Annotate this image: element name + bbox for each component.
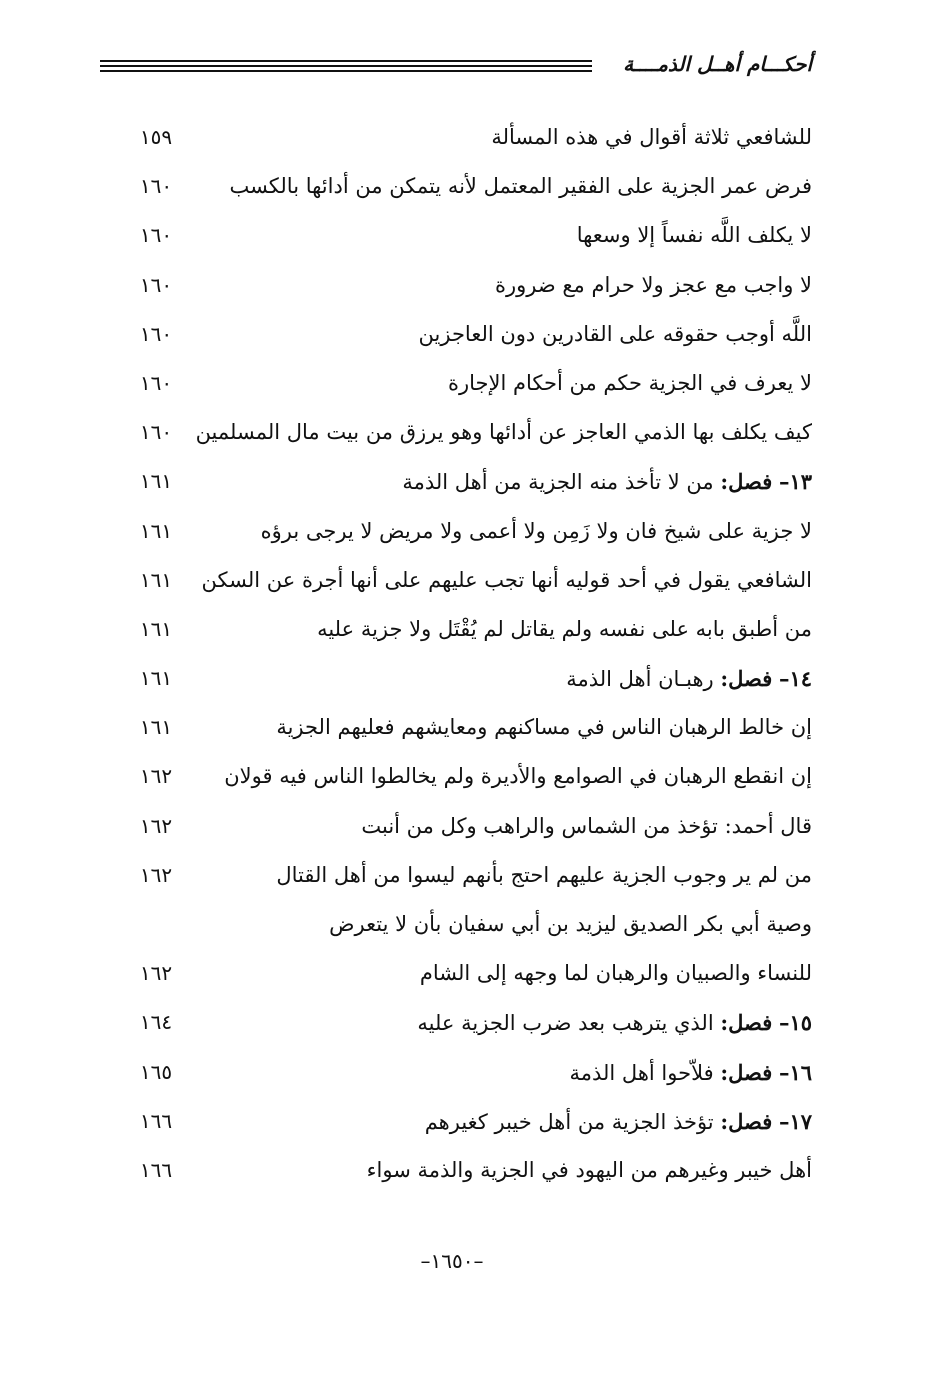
- toc-entry-title: [577, 211, 812, 260]
- toc-entry-title: [448, 359, 812, 408]
- toc-entry-title: [569, 1048, 812, 1098]
- toc-entry: [128, 900, 812, 949]
- toc-entry-title: [276, 851, 812, 900]
- entry-text: لا يعرف في الجزية حكم من أحكام الإجارة: [448, 370, 812, 395]
- toc-entry-title: [317, 605, 812, 654]
- toc-entry-page: ١٦١: [139, 469, 173, 494]
- entry-text: للشافعي ثلاثة أقوال في هذه المسألة: [491, 125, 812, 149]
- section-number: ١٦–: [778, 1059, 812, 1085]
- toc-entry: [128, 113, 812, 162]
- toc-entry-title: [202, 556, 812, 605]
- toc-entry-title: [491, 113, 812, 162]
- toc-entry-title: [402, 457, 812, 507]
- page-number: –١٦٥٠–: [420, 1249, 484, 1273]
- entry-text: إن انقطع الرهبان في الصوامع والأديرة ولم يخالطوا الناس فيه قولان: [224, 764, 812, 789]
- toc-entry-page: ١٦٠: [139, 420, 173, 445]
- toc-entry: [128, 408, 812, 457]
- toc-entry: [128, 457, 812, 506]
- toc-entry: [128, 752, 812, 801]
- header-rule: [100, 60, 592, 62]
- toc-entry: [128, 654, 812, 703]
- toc-entry-page: ١٦٠: [139, 174, 173, 199]
- toc-entry-page: ١٥٩: [139, 125, 173, 149]
- entry-text: الشافعي يقول في أحد قوليه أنها تجب عليهم على أنها أجرة عن السكن: [201, 567, 812, 592]
- toc-entry-page: ١٦١: [139, 518, 173, 543]
- toc-entry: [128, 556, 812, 605]
- entry-text: من لا تأخذ منه الجزية من أهل الذمة: [402, 470, 714, 495]
- toc-entry-title: [566, 654, 812, 704]
- entry-text: لا واجب مع عجز ولا حرام مع ضرورة: [494, 272, 812, 297]
- toc-entry: [128, 310, 812, 359]
- section-label: فصل:: [720, 469, 773, 495]
- toc-entry-page: ١٦٠: [139, 370, 173, 395]
- table-of-contents: [128, 113, 812, 1195]
- toc-entry-page: ١٦١: [139, 666, 173, 691]
- toc-entry: [128, 949, 812, 998]
- section-number: ١٥–: [778, 1010, 812, 1036]
- toc-entry-title: [425, 1097, 812, 1147]
- toc-entry: [128, 359, 812, 408]
- section-number: ١٤–: [778, 666, 812, 692]
- section-label: فصل:: [720, 1108, 773, 1134]
- header-rule: [100, 70, 592, 72]
- entry-text: للنساء والصبيان والرهبان لما وجهه إلى الشام: [419, 961, 812, 986]
- toc-entry-page: ١٦١: [139, 715, 173, 740]
- entry-text: قال أحمد: تؤخذ من الشماس والراهب وكل من أنبت: [361, 813, 812, 838]
- toc-entry-page: ١٦٦: [139, 1108, 173, 1133]
- toc-entry-page: ١٦٠: [139, 223, 173, 248]
- section-label: فصل:: [720, 1010, 773, 1036]
- section-number: ١٧–: [778, 1108, 812, 1134]
- toc-entry-page: ١٦٠: [139, 321, 173, 346]
- toc-entry-title: [361, 802, 812, 851]
- toc-entry-page: ١٦٦: [139, 1157, 173, 1182]
- section-label: فصل:: [720, 666, 773, 692]
- entry-text: لا جزية على شيخ فان ولا زَمِن ولا أعمى ولا مريض لا يرجى برؤه: [260, 518, 812, 543]
- entry-text: فلاّحوا أهل الذمة: [569, 1060, 714, 1085]
- toc-entry: [128, 851, 812, 900]
- entry-text: اللَّه أوجب حقوقه على القادرين دون العاجزين: [418, 321, 812, 346]
- toc-entry-page: ١٦٢: [139, 862, 173, 887]
- entry-text: إن خالط الرهبان الناس في مساكنهم ومعايشهم فعليهم الجزية: [276, 715, 812, 740]
- toc-entry: [128, 162, 812, 211]
- toc-entry-page: ١٦١: [139, 616, 173, 641]
- toc-entry: [128, 261, 812, 310]
- toc-entry-page: ١٦٥: [139, 1059, 173, 1084]
- toc-entry: [128, 1048, 812, 1097]
- toc-entry: [128, 507, 812, 556]
- entry-text: أهل خيبر وغيرهم من اليهود في الجزية والذمة سواء: [366, 1157, 812, 1182]
- toc-entry-title: [261, 507, 812, 556]
- running-header-title: أحكـــام أهــل الذمــــة: [623, 52, 812, 76]
- toc-entry-page: ١٦٤: [139, 1010, 173, 1035]
- toc-entry: [128, 802, 812, 851]
- toc-entry-title: [276, 703, 812, 752]
- toc-entry: [128, 998, 812, 1047]
- toc-entry-page: ١٦٢: [139, 813, 173, 838]
- toc-entry: [128, 605, 812, 654]
- toc-entry-title: [420, 949, 812, 998]
- toc-entry-title: [419, 310, 812, 359]
- entry-text: تؤخذ الجزية من أهل خيبر كغيرهم: [424, 1109, 714, 1134]
- toc-entry: [128, 211, 812, 260]
- entry-text: فرض عمر الجزية على الفقير المعتمل لأنه يتمكن من أدائها بالكسب: [229, 174, 812, 199]
- section-label: فصل:: [720, 1059, 773, 1085]
- toc-entry-title: [495, 261, 812, 310]
- entry-text: من لم ير وجوب الجزية عليهم احتج بأنهم ليسوا من أهل القتال: [276, 862, 812, 887]
- toc-entry-title: [417, 998, 812, 1048]
- entry-text: لا يكلف اللَّه نفساً إلا وسعها: [576, 223, 812, 248]
- toc-entry-title: [367, 1146, 812, 1195]
- entry-text: من أطبق بابه على نفسه ولم يقاتل لم يُقْتَل ولا جزية عليه: [317, 616, 812, 641]
- header-rule: [100, 65, 592, 67]
- toc-entry: [128, 1097, 812, 1146]
- entry-text: كيف يكلف بها الذمي العاجز عن أدائها وهو يرزق من بيت مال المسلمين: [195, 420, 812, 445]
- entry-text: وصية أبي بكر الصديق ليزيد بن أبي سفيان بأن لا يتعرض: [329, 912, 812, 936]
- entry-text: الذي يترهب بعد ضرب الجزية عليه: [417, 1011, 714, 1036]
- toc-entry: [128, 1146, 812, 1195]
- section-number: ١٣–: [778, 469, 812, 495]
- toc-entry-page: ١٦٢: [139, 961, 173, 986]
- toc-entry: [128, 703, 812, 752]
- entry-text: رهبـان أهل الذمة: [566, 667, 714, 692]
- running-header: [100, 44, 812, 84]
- toc-entry-title: [196, 408, 812, 457]
- toc-entry-page: ١٦١: [139, 567, 173, 592]
- toc-entry-page: ١٦٠: [139, 272, 173, 297]
- toc-entry-title: [229, 162, 812, 211]
- toc-entry-title: [224, 752, 812, 801]
- toc-entry-page: ١٦٢: [139, 764, 173, 789]
- toc-entry-title: [329, 900, 812, 949]
